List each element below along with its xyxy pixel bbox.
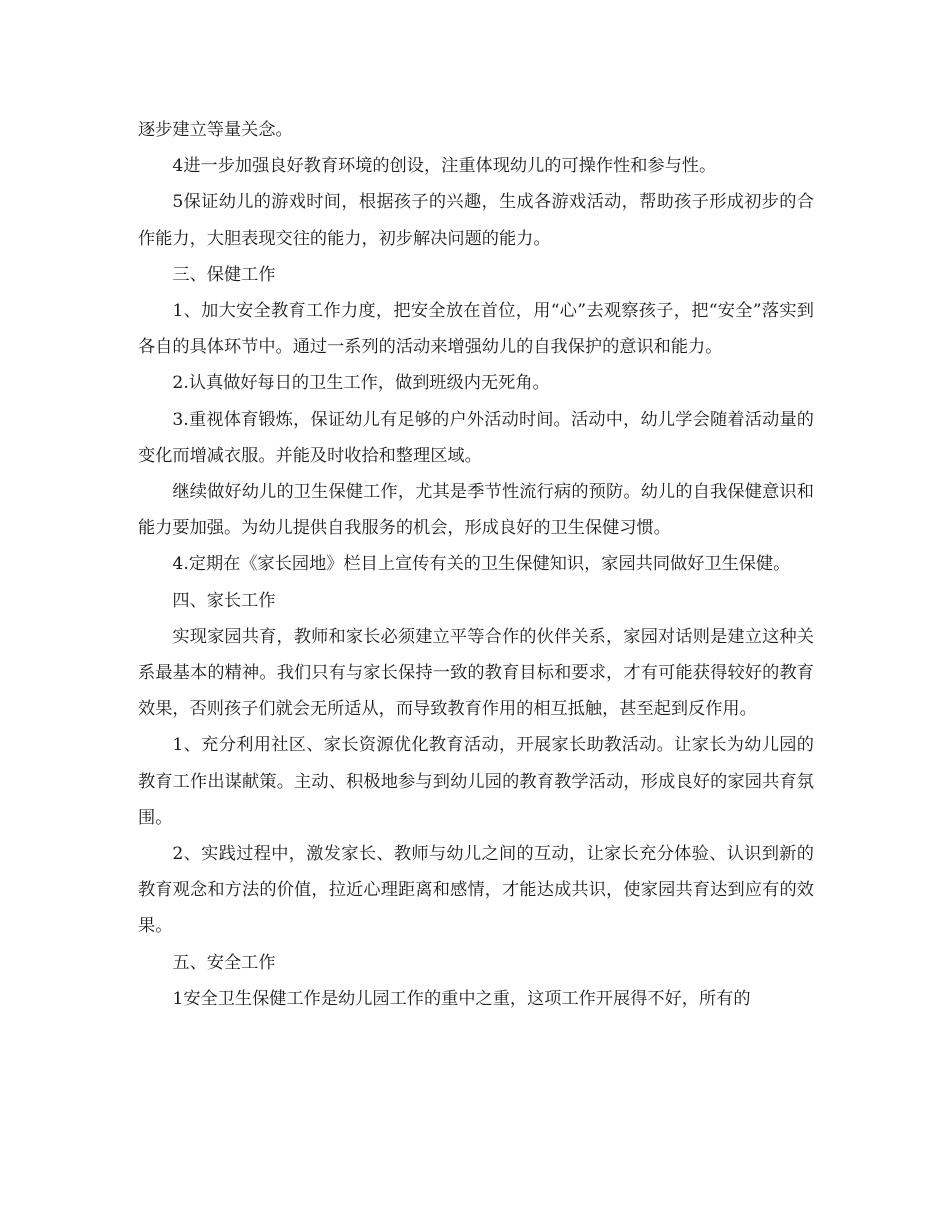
paragraph-parents-1: 1、充分利用社区、家长资源优化教育活动，开展家长助教活动。让家长为幼儿园的教育工作出谋献策。主动、积极地参与到幼儿园的教育教学活动，形成良好的家园共育氛围。 [138, 735, 814, 828]
paragraph-health-2: 2.认真做好每日的卫生工作，做到班级内无死角。 [172, 373, 550, 394]
paragraph-parents-2: 2、实践过程中，激发家长、教师与幼儿之间的互动，让家长充分体验、认识到新的教育观念和方法的价值，拉近心理距离和感情，才能达成共识，使家园共育达到应有的效果。 [138, 844, 814, 937]
section-heading-parents: 四、家长工作 [172, 590, 276, 611]
section-heading-health: 三、保健工作 [172, 264, 276, 285]
document-page [138, 112, 814, 1017]
paragraph-item-4: 4进一步加强良好教育环境的创设，注重体现幼儿的可操作性和参与性。 [172, 156, 717, 177]
paragraph-item-5: 5保证幼儿的游戏时间，根据孩子的兴趣，生成各游戏活动，帮助孩子形成初步的合作能力，大胆表现交往的能力，初步解决问题的能力。 [138, 192, 814, 249]
paragraph-parents-intro: 实现家园共育，教师和家长必须建立平等合作的伙伴关系，家园对话则是建立这种关系最基本的精神。我们只有与家长保持一致的教育目标和要求，才有可能获得较好的教育效果，否则孩子们就会无所适从，而导致教育作用的相互抵触，甚至起到反作用。 [138, 626, 814, 720]
paragraph-health-1: 1、加大安全教育工作力度，把安全放在首位，用“心”去观察孩子，把“安全”落实到各自的具体环节中。通过一系列的活动来增强幼儿的自我保护的意识和能力。 [138, 301, 814, 358]
paragraph-continuation: 逐步建立等量关念。 [138, 120, 293, 140]
paragraph-health-3: 3.重视体育锻炼，保证幼儿有足够的户外活动时间。活动中，幼儿学会随着活动量的变化而增减衣服。并能及时收拾和整理区域。 [138, 409, 814, 466]
paragraph-health-4: 4.定期在《家长园地》栏目上宣传有关的卫生保健知识，家园共同做好卫生保健。 [172, 554, 791, 575]
paragraph-health-continue: 继续做好幼儿的卫生保健工作，尤其是季节性流行病的预防。幼儿的自我保健意识和能力要加强。为幼儿提供自我服务的机会，形成良好的卫生保健习惯。 [138, 482, 814, 539]
section-heading-safety: 五、安全工作 [172, 952, 276, 973]
paragraph-safety-1: 1安全卫生保健工作是幼儿园工作的重中之重，这项工作开展得不好，所有的 [172, 988, 751, 1009]
